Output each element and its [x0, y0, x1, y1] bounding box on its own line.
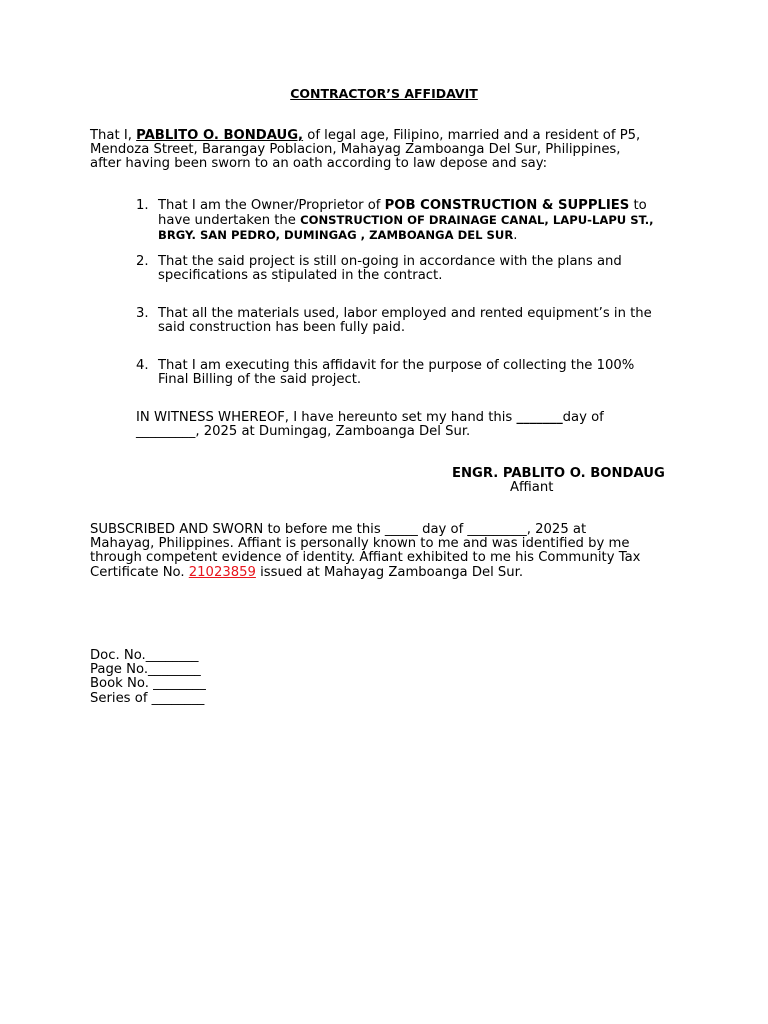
item-text: specifications as stipulated in the contract.: [158, 268, 443, 284]
item-text: Final Billing of the said project.: [158, 372, 362, 388]
item-text: That all the materials used, labor employed and rented equipment’s in the: [158, 306, 652, 321]
jurat-text: Certificate No.: [90, 564, 189, 580]
document-title: CONTRACTOR’S AFFIDAVIT: [290, 86, 478, 101]
project-name-part-1: CONSTRUCTION OF DRAINAGE CANAL, LAPU-LAPU ST.,: [300, 213, 654, 228]
witness-paragraph: [136, 411, 604, 439]
doc-number: Doc. No.________: [90, 648, 199, 663]
intro-text: of legal age, Filipino, married and a resident of P5,: [303, 128, 641, 143]
item-text: to: [629, 198, 647, 213]
intro-line-2: Mendoza Street, Barangay Poblacion, Mahayag Zamboanga Del Sur, Philippines,: [90, 142, 621, 158]
page-number: Page No.________: [90, 662, 201, 678]
signature-block: [452, 467, 665, 495]
witness-text: IN WITNESS WHEREOF, I have hereunto set my hand this: [136, 410, 517, 425]
book-number: Book No. ________: [90, 676, 206, 692]
affiant-name: PABLITO O. BONDAUG,: [136, 128, 304, 143]
item-text: have undertaken the: [158, 213, 301, 229]
list-item: [158, 255, 622, 283]
witness-text: day of: [562, 410, 604, 425]
list-item: [158, 359, 634, 387]
item-text: That the said project is still on-going in accordance with the plans and: [158, 254, 622, 269]
item-number: 3.: [136, 306, 149, 321]
list-item: [158, 307, 652, 335]
list-item: [158, 199, 654, 244]
notarial-register: [90, 649, 206, 706]
intro-line-3: after having been sworn to an oath according to law depose and say:: [90, 156, 548, 172]
item-number: 1.: [136, 198, 149, 213]
jurat-text: issued at Mahayag Zamboanga Del Sur.: [255, 564, 524, 580]
signatory-role: Affiant: [510, 480, 554, 496]
item-number: 4.: [136, 358, 149, 373]
intro-line-1: [90, 129, 640, 143]
item-text: .: [513, 228, 518, 244]
ctc-number: 21023859: [188, 564, 256, 580]
item-text: That I am the Owner/Proprietor of: [158, 198, 385, 213]
company-name: POB CONSTRUCTION & SUPPLIES: [384, 198, 630, 213]
item-number: 2.: [136, 254, 149, 269]
witness-text: _________, 2025 at Dumingag, Zamboanga Del Sur.: [136, 424, 471, 440]
jurat-text: through competent evidence of identity. Affiant exhibited to me his Community Tax: [90, 550, 641, 566]
day-blank: _______: [516, 410, 563, 425]
signatory-name: ENGR. PABLITO O. BONDAUG: [452, 466, 665, 481]
project-name-part-2: BRGY. SAN PEDRO, DUMINGAG , ZAMBOANGA DEL SUR: [158, 228, 514, 243]
intro-paragraph: [90, 129, 640, 172]
jurat-paragraph: [90, 523, 640, 580]
jurat-text: Mahayag, Philippines. Affiant is personally known to me and was identified by me: [90, 536, 630, 552]
jurat-text: SUBSCRIBED AND SWORN to before me this _____ day of _________, 2025 at: [90, 522, 587, 537]
series-number: Series of ________: [90, 690, 205, 706]
intro-text: That I,: [90, 128, 137, 143]
item-text: said construction has been fully paid.: [158, 320, 406, 336]
item-text: That I am executing this affidavit for the purpose of collecting the 100%: [158, 358, 635, 373]
